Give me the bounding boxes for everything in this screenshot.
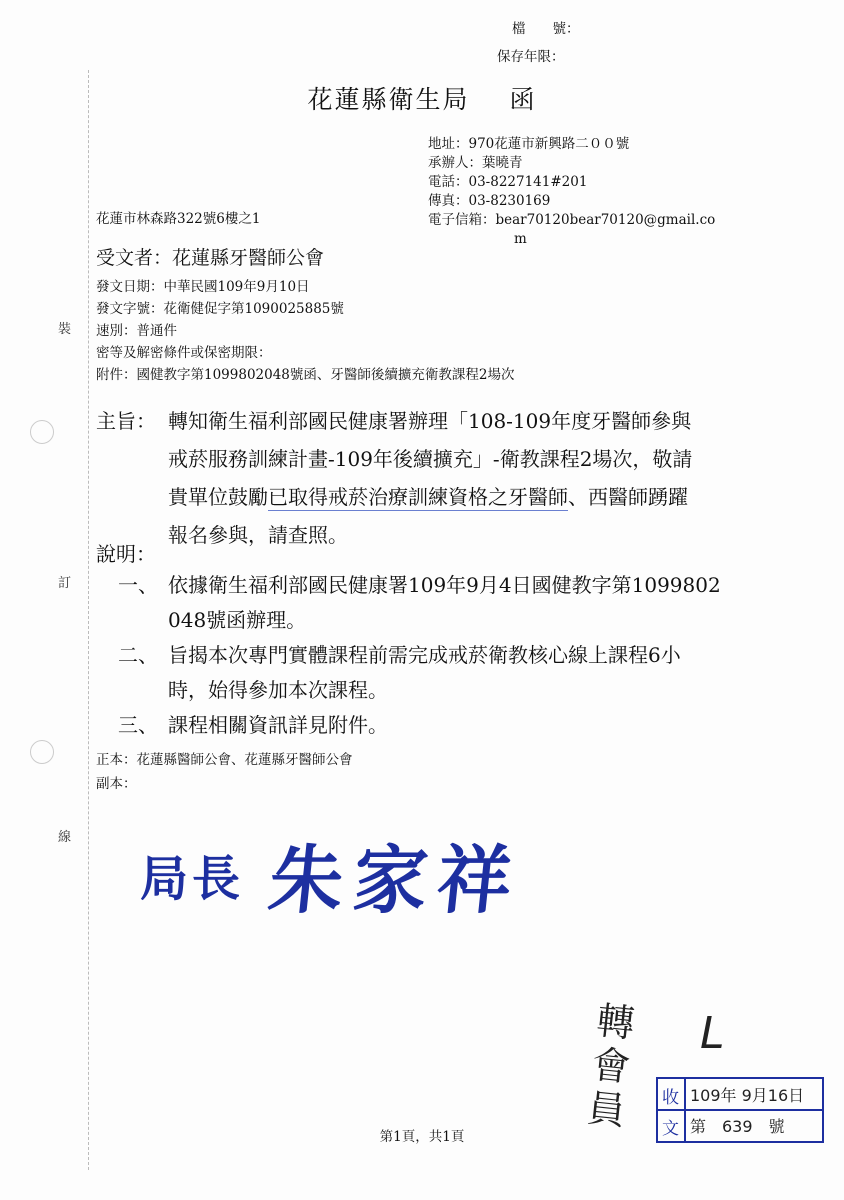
list-item [118, 568, 808, 638]
agency-name: 花蓮縣衛生局 [307, 85, 470, 114]
main-recipients: 正本：花蓮縣醫師公會、花蓮縣牙醫師公會 [96, 752, 353, 768]
retention-period-label: 保存年限： [497, 49, 565, 65]
highlighted-phrase: 已取得戒菸治療訓練資格之牙醫師 [268, 485, 568, 509]
item-text: 時，始得參加本次課程。 [168, 678, 388, 702]
subject-line: 轉知衛生福利部國民健康署辦理「108-109年度牙醫師參與 [168, 409, 692, 433]
recipient: 受文者：花蓮縣牙醫師公會 [96, 247, 325, 269]
secrecy: 密等及解密條件或保密期限： [96, 345, 272, 361]
explanation-label: 說明： [96, 542, 156, 566]
item-text: 課程相關資訊詳見附件。 [168, 713, 388, 737]
recipient-address: 花蓮市林森路322號6樓之1 [96, 211, 261, 227]
document-meta [96, 276, 796, 386]
item-text: 依據衛生福利部國民健康署109年9月4日國健教字第1099802 [168, 573, 721, 597]
subject-line: 報名參與，請查照。 [168, 523, 348, 547]
signature-name: 朱家祥 [264, 838, 526, 924]
sender-phone: 電話：03-8227141#201 [428, 174, 588, 190]
list-item [118, 638, 808, 708]
punch-hole [30, 740, 54, 764]
binding-char-xian: 線 [58, 830, 72, 845]
punch-hole [30, 420, 54, 444]
document-type: 函 [509, 85, 537, 114]
binding-char-ding: 訂 [58, 576, 72, 591]
sender-address: 地址：970花蓮市新興路二００號 [428, 136, 630, 152]
sender-email: 電子信箱：bear70120bear70120@gmail.co [428, 212, 716, 228]
handwritten-initial: L [700, 1008, 725, 1059]
subject-section [96, 402, 806, 554]
distribution [96, 748, 353, 796]
sender-handler: 承辦人：葉曉青 [428, 155, 523, 171]
sender-fax: 傳真：03-8230169 [428, 193, 551, 209]
file-number-label: 檔 號： [512, 21, 580, 37]
subject-label: 主旨： [96, 409, 156, 433]
item-number: 三、 [118, 713, 158, 737]
binding-char-zhuang: 裝 [58, 322, 72, 337]
speed: 速別：普通件 [96, 323, 177, 339]
page-title [0, 80, 844, 116]
list-item [118, 708, 808, 743]
issue-date: 發文日期：中華民國109年9月10日 [96, 279, 310, 295]
copy-recipients: 副本： [96, 776, 137, 792]
item-number: 一、 [118, 573, 158, 597]
stamp-receive-char: 收 [662, 1088, 679, 1108]
handwritten-note: 轉會員 [585, 998, 637, 1134]
stamp-date: 109年 9月16日 [690, 1086, 805, 1105]
document-number: 發文字號：花衛健促字第1090025885號 [96, 301, 344, 317]
stamp-number: 第 639 號 [690, 1117, 785, 1136]
attachment: 附件：國健教字第1099802048號函、牙醫師後續擴充衛教課程2場次 [96, 367, 515, 383]
page-number: 第1頁，共1頁 [379, 1129, 465, 1145]
sender-email-cont: m [514, 231, 527, 247]
sender-info [428, 135, 798, 249]
item-text: 048號函辦理。 [168, 608, 307, 632]
item-number: 二、 [118, 643, 158, 667]
binding-line [88, 70, 89, 1170]
explanation-list [118, 568, 808, 743]
subject-line: 戒菸服務訓練計畫-109年後續擴充」-衛教課程2場次，敬請 [168, 447, 693, 471]
signature-title: 局長 [140, 851, 245, 907]
subject-line: 貴單位鼓勵已取得戒菸治療訓練資格之牙醫師、西醫師踴躍 [168, 485, 688, 509]
stamp-doc-char: 文 [662, 1119, 679, 1139]
item-text: 旨揭本次專門實體課程前需完成戒菸衛教核心線上課程6小 [168, 643, 681, 667]
